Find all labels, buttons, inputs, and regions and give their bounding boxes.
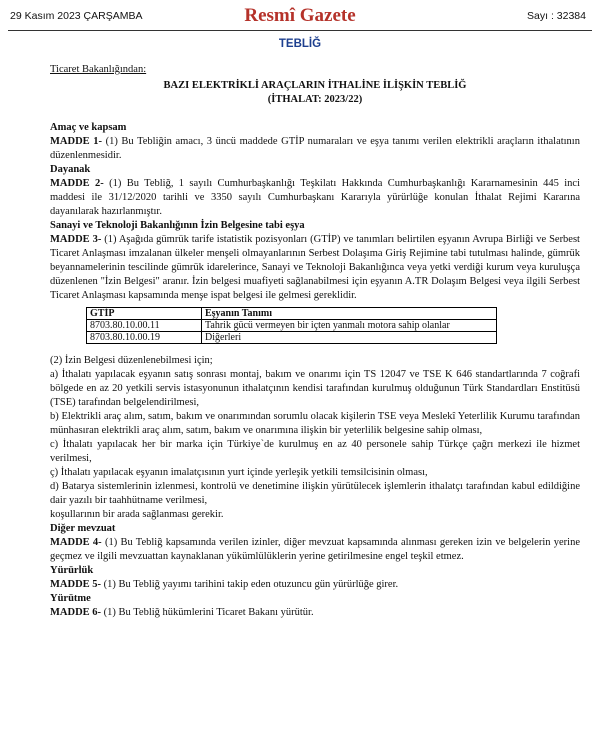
heading-other-legislation: Diğer mevzuat [50,523,116,534]
heading-execution: Yürütme [50,593,91,604]
article-2-text: (1) Bu Tebliğ, 1 sayılı Cumhurbaşkanlığı Teşkilatı Hakkında Cumhurbaşkanlığı Kararnamesinin 445 inci maddesi ile 31/12/2020 tarihli ve 3350 sayılı Cumhurbaşkanı Kararıyla yürürlüğe konulan İthalat Rejimi Kararına dayanılarak hazırlanmıştır. [50,178,580,217]
article-5-lead: MADDE 5- [50,579,102,590]
article-3-paragraph-2: (2) İzin Belgesi düzenlenebilmesi için; [50,355,213,366]
article-5 [50,578,580,592]
article-5-text: (1) Bu Tebliğ yayımı tarihini takip eden otuzuncu gün yürürlüğe girer. [101,579,399,590]
table-row [87,320,497,332]
gazette-header [0,0,600,34]
table-cell-description: Tahrik gücü vermeyen bir içten yanmalı motora sahip olanlar [202,320,497,332]
document-body [50,63,580,620]
table-row [87,332,497,344]
article-3-closing: koşullarının bir arada sağlanması gerekir. [50,509,224,520]
article-1-lead: MADDE 1- [50,136,102,147]
heading-basis: Dayanak [50,164,91,175]
heading-purpose-scope: Amaç ve kapsam [50,122,127,133]
table-header-gtip: GTİP [87,308,202,320]
issuing-ministry: Ticaret Bakanlığından: [50,64,147,75]
issue-number: Sayı : 32384 [527,10,586,22]
article-1 [50,135,580,163]
article-3-item-b: b) Elektrikli araç alım, satım, bakım ve onarımından sorumlu olacak kişilerin TSE veya Meslekî Yeterlilik Kurumu tarafından münhasıran elektrikli araç alım, satım, bakım ve onarımına ilişkin bir yeterlilik belgesine sahip olması, [50,411,580,436]
table-cell-gtip: 8703.80.10.00.19 [87,332,202,344]
article-3-item-c: c) İthalatı yapılacak her bir marka için Türkiye`de kurulmuş en az 40 personele sahip Türkçe çağrı merkezi ile hizmet verilmesi, [50,439,580,464]
article-3-lead: MADDE 3- [50,234,102,245]
document-subtitle: (İTHALAT: 2023/22) [267,94,363,105]
article-2-lead: MADDE 2- [50,178,104,189]
header-divider [8,30,592,31]
article-4-lead: MADDE 4- [50,537,102,548]
heading-permit-goods: Sanayi ve Teknoloji Bakanlığının İzin Belgesine tabi eşya [50,220,305,231]
heading-entry-into-force: Yürürlük [50,565,94,576]
document-title: BAZI ELEKTRİKLİ ARAÇLARIN İTHALİNE İLİŞKİN TEBLİĞ [163,80,467,91]
table-header-description: Eşyanın Tanımı [202,308,497,320]
article-3-item-a: a) İthalatı yapılacak eşyanın satış sonrası montaj, bakım ve onarımı için TS 12047 ve TSE K 646 standartlarında 7 coğrafi bölgede en az 20 yetkili servis istasyonunun ithalatçının kendisi tarafından kurulmuş olduğunun Türk Standardları Enstitüsü (TSE) tarafından belgelendirilmesi, [50,369,580,408]
article-6 [50,606,580,620]
masthead-title: Resmî Gazete [244,5,356,26]
article-3-item-d: d) Batarya sistemlerinin izlenmesi, kontrolü ve denetimine ilişkin yürütülecek işlemlerin ithalatçı tarafından kabul edildiğine dair yazılı bir taahhütname verilmesi, [50,481,580,506]
article-4 [50,536,580,564]
article-6-text: (1) Bu Tebliğ hükümlerini Ticaret Bakanı yürütür. [101,607,314,618]
section-label: TEBLİĞ [278,38,322,50]
table-header-row [87,308,497,320]
article-3 [50,233,580,303]
table-cell-gtip: 8703.80.10.00.11 [87,320,202,332]
table-cell-description: Diğerleri [202,332,497,344]
article-2 [50,177,580,219]
article-3-text: (1) Aşağıda gümrük tarife istatistik pozisyonları (GTİP) ve tanımları belirtilen eşyanın Avrupa Birliği ve Serbest Ticaret Anlaşması imzalanan ülkeler menşeli olmayanlarının Serbest Dolaşıma Giriş Rejimine tabi tutulması halinde, gümrük beyannamelerinin tescilinde gümrük idarelerince, Sanayi ve Teknoloji Bakanlığınca veya yetki verdiği kurum veya kuruluşça düzenlenen "İzin Belgesi" aranır. İzin belgesi muafiyeti sağlanabilmesi için eşyanın A.TR Dolaşım Belgesi veya ilgili Serbest Ticaret Anlaşması kapsamında menşe ispat belgesi ile gelmesi gereklidir. [50,234,580,301]
publication-date: 29 Kasım 2023 ÇARŞAMBA [10,10,143,22]
gtip-table [86,307,497,344]
article-3-item-cc: ç) İthalatı yapılacak eşyanın imalatçısının yurt içinde yerleşik yetkili temsilcisinin olması, [50,467,428,478]
article-6-lead: MADDE 6- [50,607,102,618]
article-4-text: (1) Bu Tebliğ kapsamında verilen izinler, diğer mevzuat kapsamında alınması gereken izin ve belgelerin yerine geçmez ve ilgili mevzuattan kaynaklanan yükümlülüklerin yerine getirilmesine engel teşkil etmez. [50,537,580,562]
article-1-text: (1) Bu Tebliğin amacı, 3 üncü maddede GTİP numaraları ve eşya tanımı verilen elektrikli araçların ithalatının düzenlenmesidir. [50,136,580,161]
